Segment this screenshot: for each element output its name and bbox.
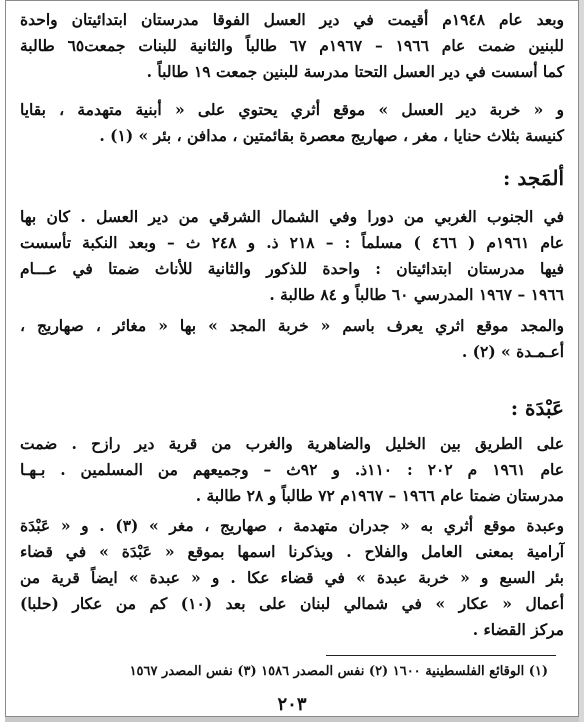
text-line: كنيسة بثلاث حنايا ، مغر ، صهاريج معصرة بقائمتين ، مدافن ، بئر » (١) . [99,126,564,145]
paragraph-deir-alasal-schools [20,7,564,85]
paragraph-almajd-ruins [20,313,564,365]
text-line: مركز القضاء . [472,620,564,639]
text-line: على الطريق بين الخليل والضاهرية والغرب من قرية دير رازح . ضمت [20,434,564,453]
paragraph-abda-ruins [20,513,564,643]
page-number: ٢٠٣ [277,694,307,715]
text-line: للبنين ضمت عام ١٩٦٦ – ١٩٦٧م ٦٧ طالباً والثانية للبنات جمعت٦٥ طالبة [20,36,564,55]
paragraph-abda [20,431,564,509]
text-line: أعمال « عكار » في شمالي لبنان على بعد (١٠) كم من عكار (حلبا) [20,594,564,613]
text-line: بئر السبع و « خربة عبدة » في قضاء عكا . و « عبدة » ايضاً قرية من [20,568,564,587]
paragraph-deir-alasal-ruins [20,97,564,149]
text-line: آرامية بمعنى العامل والفلاح . ويذكرنا اسمها بموقع « عَبْدَة » في قضاء [20,542,564,561]
footnote-divider [326,655,556,656]
section-heading-almajd: ألمَجد : [503,166,564,190]
text-line: في الجنوب الغربي من دورا وفي الشمال الشرقي من دير العسل . كان بها [20,207,564,226]
text-line: فيها مدرستان ابتدائيتان : واحدة للذكور والثانية للأناث ضمتا في عـــام [20,259,564,278]
viewer-frame-right [579,0,584,722]
text-line: عام ١٩٦١ م ٢٠٢ : ١١٠ذ. و ٩٢ث – وجميعهم من المسلمين . بـهـا [20,460,565,479]
document-page [5,0,579,717]
text-line: مدرستان ضمتا عام ١٩٦٦ – ١٩٦٧م ٧٢ طالباً و ٢٨ طالبة . [195,486,564,505]
text-line: كما أسست في دير العسل التحتا مدرسة للبنين جمعت ١٩ طالباً . [146,62,564,81]
text-line: ١٩٦٦ – ١٩٦٧ المدرسي ٦٠ طالباً و ٨٤ طالبة . [269,285,564,304]
text-line: وعبدة موقع أثري به « جدران متهدمة ، صهاريج ، مغر » (٣) . و « عَبْدَة [20,516,565,535]
text-line: أعـمـدة » (٢) . [461,342,564,361]
text-line: وبعد عام ١٩٤٨م أقيمت في دير العسل الفوقا مدرستان ابتدائيتان واحدة [20,10,564,29]
footnotes: (١) الوقائع الفلسطينية ١٦٠٠ (٢) نفس المصدر ١٥٨٦ (٣) نفس المصدر ١٥٦٧ [129,664,548,679]
paragraph-almajd [20,204,564,308]
text-line: و « خربة دير العسل » موقع أثري يحتوي على « أبنية متهدمة ، بقايا [20,100,564,119]
section-heading-abda: عَبْدَة : [510,396,564,420]
text-line: عام ١٩٦١م ( ٤٦٦ ) مسلماً : – ٢١٨ ذ. و ٢٤٨ ث – وبعد النكبة تأسست [20,233,564,252]
text-line: والمجد موقع اثري يعرف باسم « خربة المجد » بها « مغائر ، صهاريج ، [20,316,564,335]
